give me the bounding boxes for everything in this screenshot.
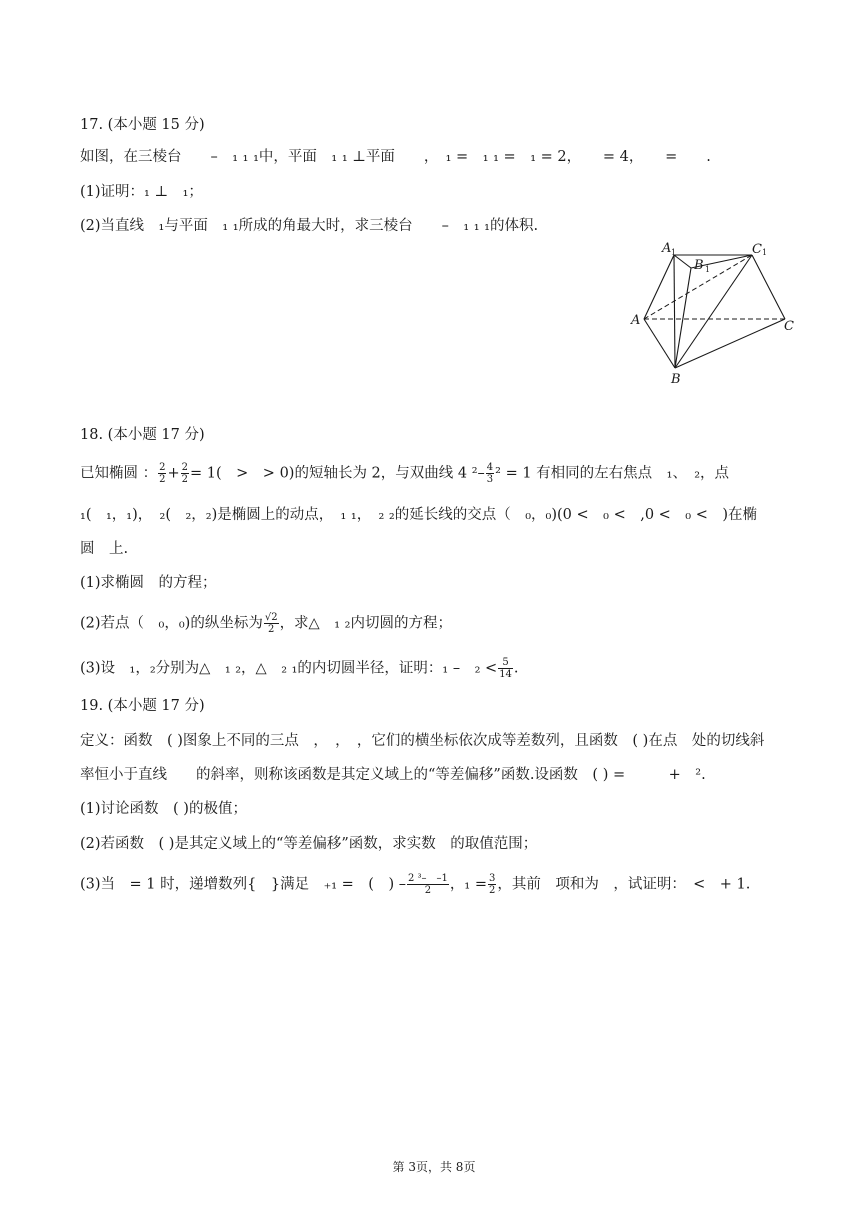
q18-line4: 圆 上. [80,541,129,557]
denominator: 14 [499,669,512,680]
numerator: 2 ³– –1 [407,873,448,884]
label-C: C [784,319,794,334]
q19-part3-a: (3)当 = 1 时，递增数列{ }满足 ₊₁ = ( ) – [80,876,406,893]
q18-part3 [80,657,519,680]
q18-stem-a: 已知椭圆 ： [80,465,158,482]
fraction [264,612,279,635]
q19-line1: 定义：函数 ( )图象上不同的三点 ， ， ，它们的横坐标依次成等差数列，且函数 ( )在点 处的切线斜 [80,733,765,749]
q18-header: 18. (本小题 17 分) [80,427,205,443]
q17-stem: 如图，在三棱台 – ₁ ₁ ₁中，平面 ₁ ₁ ⊥平面 ， ₁ = ₁ ₁ = ₁ = 2， = 4， = . [80,149,711,165]
q19-header: 19. (本小题 17 分) [80,698,205,714]
q19-part3-c: ，其前 项和为 ，试证明： < + 1. [497,876,751,893]
q19-part1: (1)讨论函数 ( )的极值； [80,801,247,817]
q18-line3: ₁( ₁，₁)， ₂( ₂，₂)是椭圆上的动点， ₁ ₁， ₂ ₂的延长线的交点（ ₀，₀)(0 < ₀ < ,0 < ₀ < )在椭 [80,507,758,523]
q18-part2 [80,612,452,635]
q18-part3-a: (3)设 ₁，₂分别为△ ₁ ₂，△ ₂ ₁的内切圆半径，证明：₁ – ₂ < [80,660,498,677]
numerator: 3 [488,873,496,884]
q18-part2-b: ，求△ ₁ ₂内切圆的方程； [279,615,452,632]
denominator: 2 [159,474,166,485]
fraction [488,873,496,896]
label-C1: C [752,242,762,257]
q19-line2: 率恒小于直线 的斜率，则称该函数是其定义域上的“等差偏移”函数.设函数 ( ) = + ². [80,767,706,783]
plus-sign: + [167,465,180,482]
page-footer: 第 3页，共 8页 [392,1160,476,1174]
q18-part2-a: (2)若点（ ₀，₀)的纵坐标为 [80,615,263,632]
q18-stem [80,462,729,485]
numerator: 2 [181,462,189,473]
q18-stem-c: ² = 1 有相同的左右焦点 ₁、 ₂，点 [495,465,730,482]
q19-part3-b: ，₁ = [449,876,487,893]
q18-stem-b: = 1( > > 0)的短轴长为 2，与双曲线 4 ²– [190,465,485,482]
label-A1-sub: 1 [671,248,677,257]
denominator: 2 [488,885,496,896]
q18-part1: (1)求椭圆 的方程； [80,575,217,591]
frustum-figure [628,238,808,388]
label-B1-sub: 1 [705,265,711,274]
numerator: 5 [498,657,513,669]
fraction [486,462,494,485]
label-B: B [671,372,681,387]
q17-header: 17. (本小题 15 分) [80,117,205,133]
denominator: 2 [268,624,275,635]
label-A1: A [662,241,672,256]
q18-part3-b: . [513,660,519,677]
fraction [181,462,189,485]
denominator: 2 [181,474,189,485]
q19-part3 [80,873,750,896]
q17-part2: (2)当直线 ₁与平面 ₁ ₁所成的角最大时，求三棱台 – ₁ ₁ ₁的体积. [80,218,539,234]
q17-part1: (1)证明：₁ ⊥ ₁； [80,184,203,200]
fraction [498,657,513,680]
fraction [407,873,449,896]
denominator: 2 [424,885,432,896]
q19-part2: (2)若函数 ( )是其定义域上的“等差偏移”函数，求实数 的取值范围； [80,836,538,852]
label-A: A [631,313,641,328]
numerator: √2 [264,612,278,623]
label-B1: B [694,258,704,273]
numerator: 4 [486,462,494,473]
label-C1-sub: 1 [762,248,768,257]
numerator: 2 [159,462,166,473]
fraction [158,462,166,485]
denominator: 3 [486,474,494,485]
